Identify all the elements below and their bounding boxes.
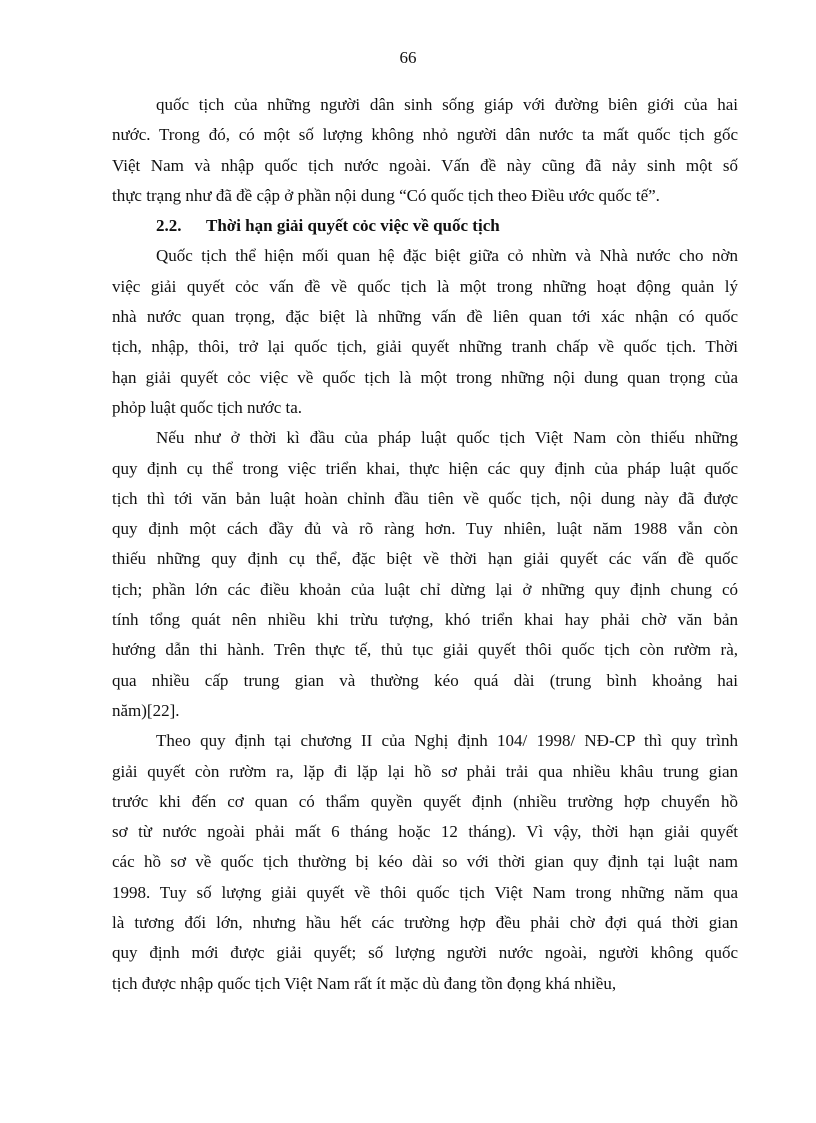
text-line: quy định cụ thể trong việc triển khai, thực hiện các quy định của pháp luật quốc <box>112 458 738 478</box>
paragraph <box>112 726 738 999</box>
text-line: nhà nước quan trọng, đặc biệt là những vấn đề liên quan tới xác nhận có quốc <box>112 307 738 327</box>
text-line: thiếu những quy định cụ thể, đặc biệt về thời hạn giải quyết các vấn đề quốc <box>112 549 738 569</box>
text-line: tính tổng quát nên nhiều khi trừu tượng, khó triển khai hay phải chờ văn bản <box>112 610 738 630</box>
text-line: tịch; phần lớn các điều khoản của luật chỉ dừng lại ở những quy định chung có <box>112 579 738 599</box>
text-line: các hồ sơ về quốc tịch thường bị kéo dài so với thời gian quy định tại luật nam <box>112 852 738 872</box>
text-line: năm)[22]. <box>112 700 180 720</box>
paragraph <box>112 241 738 423</box>
text-line: quy định một cách đầy đủ và rõ ràng hơn. Tuy nhiên, luật năm 1988 vẫn còn <box>112 519 738 539</box>
text-line: việc giải quyết cỏc vấn đề về quốc tịch là một trong những hoạt động quản lý <box>112 276 738 296</box>
section-heading <box>156 211 738 241</box>
section-number: 2.2. <box>156 216 182 236</box>
text-line: tịch, nhập, thôi, trở lại quốc tịch, giải quyết những tranh chấp về quốc tịch. Thời <box>112 337 738 357</box>
text-line: nước. Trong đó, có một số lượng không nhỏ người dân nước ta mất quốc tịch gốc <box>112 125 738 145</box>
text-line: tịch thì tới văn bản luật hoàn chỉnh đầu tiên về quốc tịch, nội dung này đã được <box>112 488 738 508</box>
document-body <box>112 90 738 999</box>
text-line: Nếu như ở thời kì đầu của pháp luật quốc tịch Việt Nam còn thiếu những <box>156 428 738 448</box>
text-line: hạn giải quyết cỏc việc về quốc tịch là một trong những nội dung quan trọng của <box>112 367 738 387</box>
text-line: quy định mới được giải quyết; số lượng người nước ngoài, người không quốc <box>112 943 738 963</box>
text-line: qua nhiều cấp trung gian và thường kéo quá dài (trung bình khoảng hai <box>112 670 738 690</box>
paragraph-continuation <box>112 90 738 211</box>
text-line: Việt Nam và nhập quốc tịch nước ngoài. Vấn đề này cũng đã nảy sinh một số <box>112 155 738 175</box>
section-title: Thời hạn giải quyết cỏc việc về quốc tịch <box>206 216 500 236</box>
text-line: phỏp luật quốc tịch nước ta. <box>112 397 303 417</box>
text-line: tịch được nhập quốc tịch Việt Nam rất ít mặc dù đang tồn đọng khá nhiều, <box>112 973 617 993</box>
text-line: giải quyết còn rườm ra, lặp đi lặp lại hồ sơ phải trải qua nhiều khâu trung gian <box>112 761 738 781</box>
page-number: 66 <box>399 48 417 67</box>
text-line: quốc tịch của những người dân sinh sống giáp với đường biên giới của hai <box>156 95 738 114</box>
text-line: Quốc tịch thể hiện mối quan hệ đặc biệt giữa cỏ nhừn và Nhà nước cho nờn <box>156 246 738 266</box>
paragraph <box>112 423 738 726</box>
text-line: thực trạng như đã đề cập ở phần nội dung “Có quốc tịch theo Điều ước quốc tế”. <box>112 185 660 205</box>
text-line: sơ từ nước ngoài phải mất 6 tháng hoặc 12 tháng). Vì vậy, thời hạn giải quyết <box>112 822 738 842</box>
text-line: 1998. Tuy số lượng giải quyết về thôi quốc tịch Việt Nam trong những năm qua <box>112 882 738 902</box>
text-line: là tương đối lớn, nhưng hầu hết các trường hợp đều phải chờ đợi quá thời gian <box>112 913 738 933</box>
text-line: Theo quy định tại chương II của Nghị định 104/ 1998/ NĐ-CP thì quy trình <box>156 731 738 751</box>
text-line: hướng dẫn thi hành. Trên thực tế, thủ tục giải quyết thôi quốc tịch còn rườm rà, <box>112 640 738 660</box>
text-line: trước khi đến cơ quan có thẩm quyền quyết định (nhiều trường hợp chuyển hồ <box>112 791 738 811</box>
